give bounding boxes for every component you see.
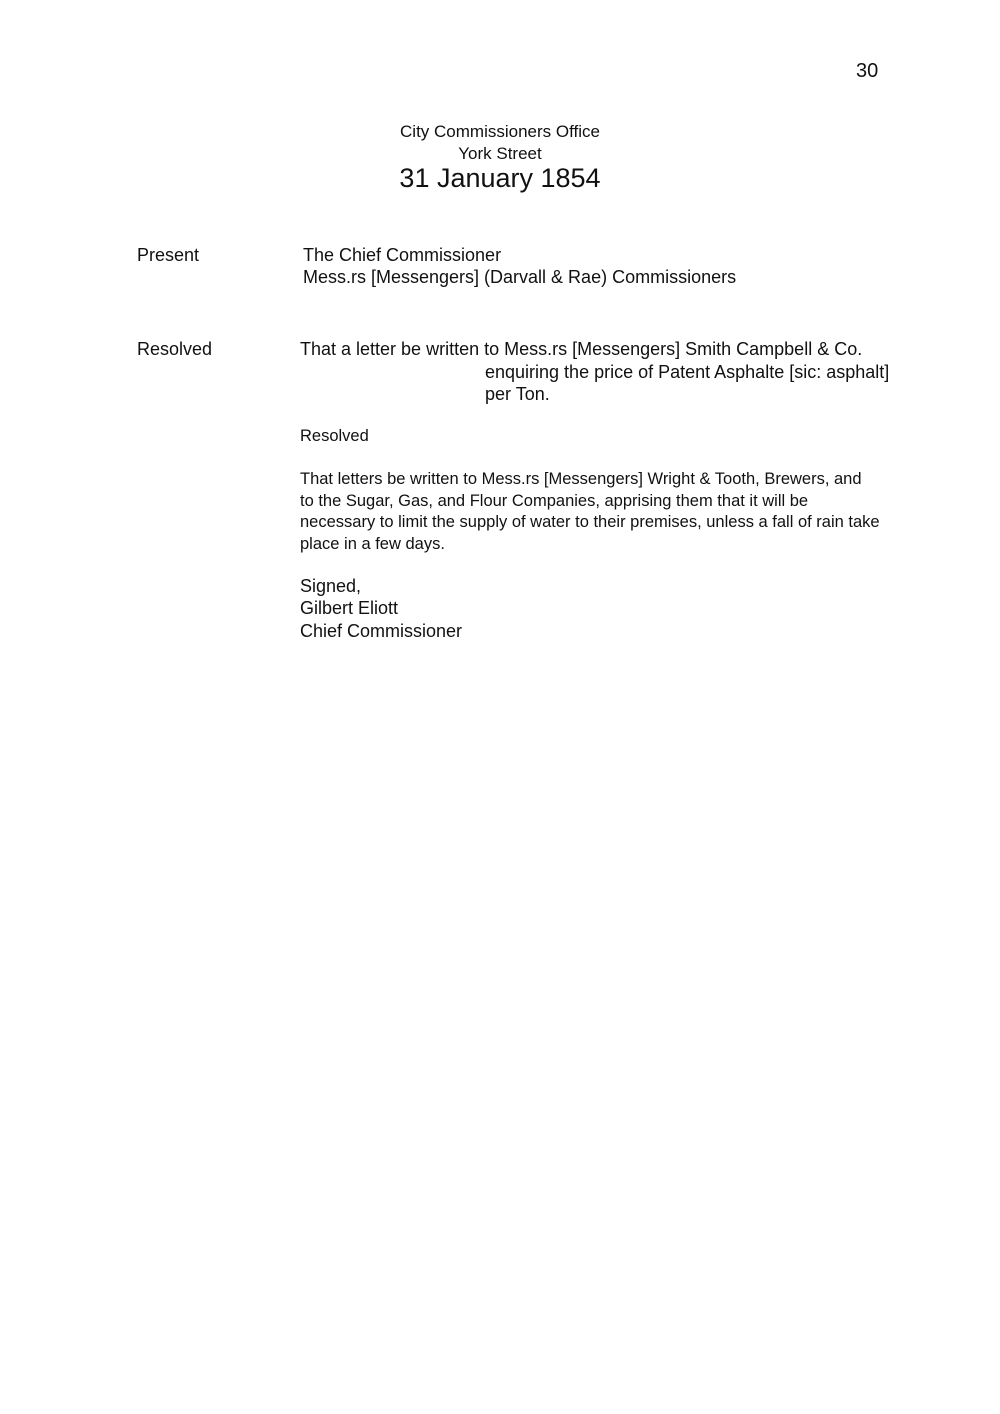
present-line: Mess.rs [Messengers] (Darvall & Rae) Commissioners [303, 267, 737, 287]
resolution-line: enquiring the price of Patent Asphalte [sic: asphalt] [485, 362, 890, 382]
resolved-label: Resolved [137, 339, 213, 359]
meeting-date: 31 January 1854 [399, 163, 601, 193]
office-name: City Commissioners Office [400, 122, 600, 141]
office-street: York Street [458, 144, 542, 163]
signatory-name: Gilbert Eliott [300, 598, 399, 618]
resolution-line: necessary to limit the supply of water to their premises, unless a fall of rain take [300, 513, 880, 531]
resolution-line: to the Sugar, Gas, and Flour Companies, apprising them that it will be [300, 491, 809, 510]
resolved-label: Resolved [300, 427, 369, 445]
page-number: 30 [856, 60, 879, 82]
present-line: The Chief Commissioner [303, 245, 502, 265]
resolution-line: place in a few days. [300, 534, 445, 553]
resolution-paragraph [300, 469, 925, 555]
resolution-line: That a letter be written to Mess.rs [Messengers] Smith Campbell & Co. [300, 339, 863, 359]
signatory-title: Chief Commissioner [300, 621, 463, 641]
resolution-line: That letters be written to Mess.rs [Messengers] Wright & Tooth, Brewers, and [300, 470, 862, 488]
present-label: Present [137, 245, 200, 265]
signed-label: Signed, [300, 576, 362, 596]
resolution-line: per Ton. [485, 384, 550, 404]
